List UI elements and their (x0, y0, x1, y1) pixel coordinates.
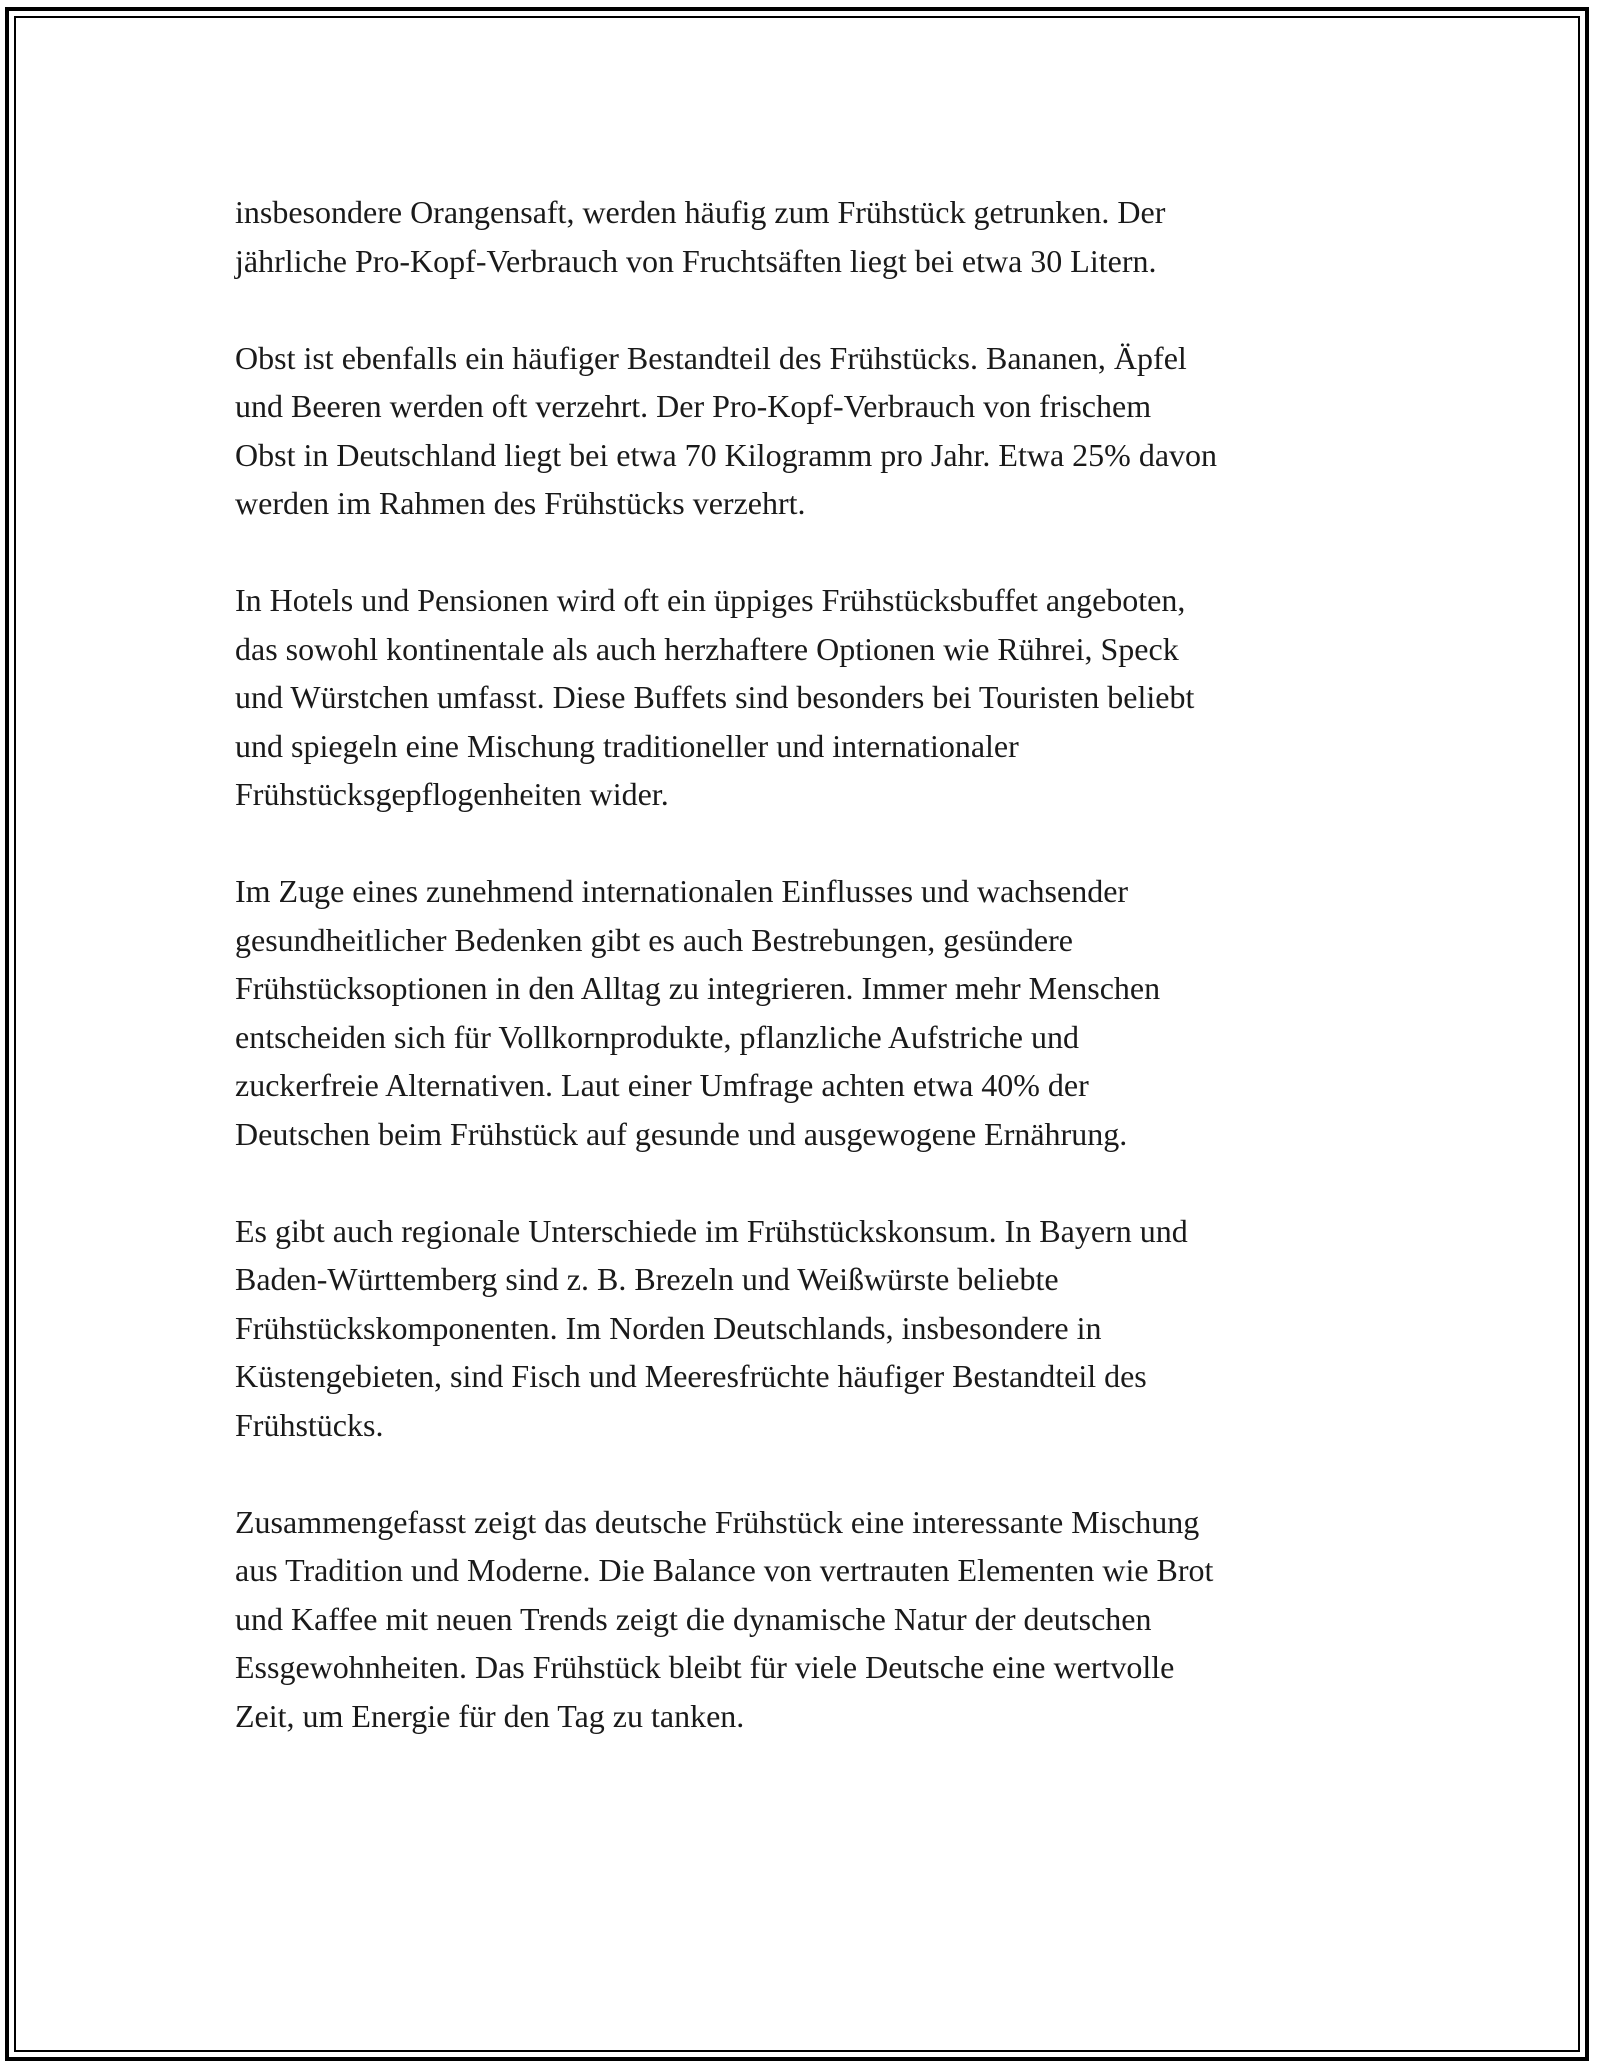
paragraph-fruit-juice: insbesondere Orangensaft, werden häufig zum Frühstück getrunken. Der jährliche Pro-Kopf-Verbrauch von Fruchtsäften liegt bei etwa 30 Litern. (235, 194, 1166, 279)
paragraph-summary: Zusammengefasst zeigt das deutsche Frühstück eine interessante Mischung aus Tradition und Moderne. Die Balance von vertrauten Elementen wie Brot und Kaffee mit neuen Trends zeigt die dynamische Natur der deutschen Essgewohnheiten. Das Frühstück bleibt für viele Deutsche eine wertvolle Zeit, um Energie für den Tag zu tanken. (235, 1503, 1214, 1734)
paragraph-healthy-trends: Im Zuge eines zunehmend internationalen Einflusses und wachsender gesundheitlicher Bedenken gibt es auch Bestrebungen, gesündere Frühstücksoptionen in den Alltag zu integrieren. Immer mehr Menschen entscheiden sich für Vollkornprodukte, pflanzliche Aufstriche und zuckerfreie Alternativen. Laut einer Umfrage achten etwa 40% der Deutschen beim Frühstück auf gesunde und ausgewogene Ernährung. (235, 873, 1161, 1152)
document-body (235, 188, 1395, 1789)
paragraph-hotel-buffet: In Hotels und Pensionen wird oft ein üppiges Frühstücksbuffet angeboten, das sowohl kontinentale als auch herzhaftere Optionen wie Rührei, Speck und Würstchen umfasst. Diese Buffets sind besonders bei Touristen beliebt und spiegeln eine Mischung traditioneller und internationaler Frühstücksgepflogenheiten wider. (235, 582, 1195, 812)
paragraph-regional-differences: Es gibt auch regionale Unterschiede im Frühstückskonsum. In Bayern und Baden-Württemberg sind z. B. Brezeln und Weißwürste beliebte Frühstückskomponenten. Im Norden Deutschlands, insbesondere in Küstengebieten, sind Fisch und Meeresfrüchte häufiger Bestandteil des Frühstücks. (235, 1212, 1188, 1443)
paragraph-fruit: Obst ist ebenfalls ein häufiger Bestandteil des Frühstücks. Bananen, Äpfel und Beeren werden oft verzehrt. Der Pro-Kopf-Verbrauch von frischem Obst in Deutschland liegt bei etwa 70 Kilogramm pro Jahr. Etwa 25% davon werden im Rahmen des Frühstücks verzehrt. (235, 339, 1218, 521)
